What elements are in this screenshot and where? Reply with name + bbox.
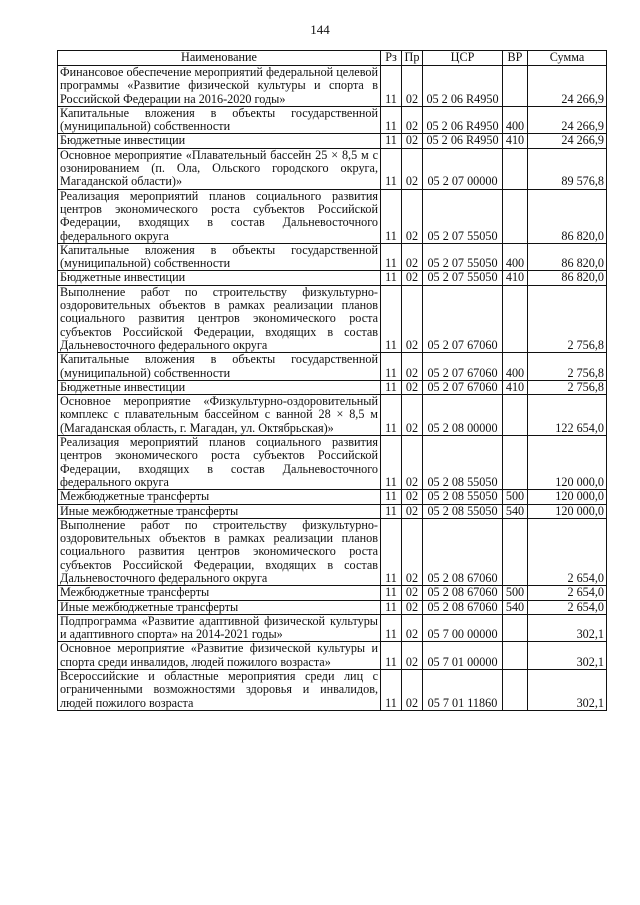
table-row (58, 106, 607, 134)
table-row (58, 490, 607, 504)
cell-csr: 05 2 08 55050 (423, 436, 503, 490)
cell-csr: 05 2 06 R4950 (423, 106, 503, 134)
cell-sum: 2 654,0 (528, 518, 607, 585)
cell-rz: 11 (381, 436, 402, 490)
cell-vr (503, 614, 528, 642)
cell-sum: 120 000,0 (528, 436, 607, 490)
cell-pr: 02 (402, 243, 423, 271)
cell-sum: 302,1 (528, 670, 607, 711)
table-row (58, 586, 607, 600)
cell-vr (503, 670, 528, 711)
cell-sum: 2 654,0 (528, 600, 607, 614)
cell-csr: 05 2 08 00000 (423, 395, 503, 436)
cell-name: Подпрограмма «Развитие адаптивной физической культуры и адаптивного спорта» на 2014-2021 годы» (58, 614, 381, 642)
cell-vr (503, 66, 528, 107)
cell-sum: 2 756,8 (528, 285, 607, 352)
cell-sum: 2 756,8 (528, 380, 607, 394)
cell-name: Основное мероприятие «Плавательный бассейн 25 × 8,5 м с озонированием (п. Ола, Ольского городского округа, Магаданской области)» (58, 148, 381, 189)
cell-csr: 05 2 06 R4950 (423, 66, 503, 107)
cell-rz: 11 (381, 586, 402, 600)
cell-rz: 11 (381, 134, 402, 148)
cell-sum: 86 820,0 (528, 189, 607, 243)
cell-csr: 05 7 01 11860 (423, 670, 503, 711)
cell-name: Выполнение работ по строительству физкультурно-оздоровительных объектов в рамках реализации планов социального развития центров экономического роста субъектов Российской Федерации, входящих в состав Дальневосточного федерального округа (58, 518, 381, 585)
header-vr: ВР (503, 51, 528, 66)
cell-rz: 11 (381, 490, 402, 504)
cell-vr: 410 (503, 271, 528, 285)
cell-name: Бюджетные инвестиции (58, 380, 381, 394)
table-row (58, 353, 607, 381)
cell-csr: 05 7 01 00000 (423, 642, 503, 670)
cell-csr: 05 2 06 R4950 (423, 134, 503, 148)
table-row (58, 395, 607, 436)
table-row (58, 518, 607, 585)
cell-vr (503, 285, 528, 352)
cell-rz: 11 (381, 66, 402, 107)
cell-vr (503, 642, 528, 670)
cell-vr: 400 (503, 106, 528, 134)
cell-rz: 11 (381, 642, 402, 670)
cell-name: Межбюджетные трансферты (58, 490, 381, 504)
cell-sum: 2 654,0 (528, 586, 607, 600)
cell-name: Межбюджетные трансферты (58, 586, 381, 600)
table-row (58, 436, 607, 490)
cell-sum: 302,1 (528, 642, 607, 670)
cell-rz: 11 (381, 614, 402, 642)
cell-pr: 02 (402, 134, 423, 148)
table-row (58, 504, 607, 518)
cell-rz: 11 (381, 243, 402, 271)
table-row (58, 243, 607, 271)
cell-name: Бюджетные инвестиции (58, 134, 381, 148)
cell-name: Иные межбюджетные трансферты (58, 600, 381, 614)
cell-pr: 02 (402, 271, 423, 285)
cell-vr: 500 (503, 586, 528, 600)
cell-sum: 86 820,0 (528, 243, 607, 271)
cell-sum: 24 266,9 (528, 66, 607, 107)
cell-sum: 86 820,0 (528, 271, 607, 285)
table-row (58, 285, 607, 352)
table-row (58, 600, 607, 614)
cell-rz: 11 (381, 518, 402, 585)
cell-rz: 11 (381, 285, 402, 352)
cell-vr: 410 (503, 134, 528, 148)
cell-csr: 05 2 07 67060 (423, 380, 503, 394)
cell-pr: 02 (402, 586, 423, 600)
header-name: Наименование (58, 51, 381, 66)
cell-sum: 24 266,9 (528, 106, 607, 134)
cell-sum: 120 000,0 (528, 504, 607, 518)
cell-sum: 302,1 (528, 614, 607, 642)
cell-vr: 500 (503, 490, 528, 504)
table-row (58, 670, 607, 711)
cell-pr: 02 (402, 518, 423, 585)
table-row (58, 642, 607, 670)
cell-pr: 02 (402, 670, 423, 711)
table-row (58, 134, 607, 148)
cell-csr: 05 2 08 55050 (423, 504, 503, 518)
cell-name: Реализация мероприятий планов социального развития центров экономического роста субъектов Российской Федерации, входящих в состав Дальневосточного федерального округа (58, 189, 381, 243)
cell-rz: 11 (381, 148, 402, 189)
cell-pr: 02 (402, 353, 423, 381)
cell-csr: 05 2 07 55050 (423, 271, 503, 285)
cell-sum: 122 654,0 (528, 395, 607, 436)
cell-rz: 11 (381, 353, 402, 381)
cell-rz: 11 (381, 395, 402, 436)
cell-sum: 2 756,8 (528, 353, 607, 381)
cell-pr: 02 (402, 614, 423, 642)
cell-pr: 02 (402, 380, 423, 394)
cell-rz: 11 (381, 271, 402, 285)
cell-name: Реализация мероприятий планов социального развития центров экономического роста субъектов Российской Федерации, входящих в состав Дальневосточного федерального округа (58, 436, 381, 490)
cell-vr: 540 (503, 600, 528, 614)
cell-name: Иные межбюджетные трансферты (58, 504, 381, 518)
cell-pr: 02 (402, 600, 423, 614)
cell-pr: 02 (402, 504, 423, 518)
cell-sum: 24 266,9 (528, 134, 607, 148)
cell-vr (503, 518, 528, 585)
cell-pr: 02 (402, 148, 423, 189)
header-sum: Сумма (528, 51, 607, 66)
page-number: 144 (310, 22, 330, 37)
table-body (58, 66, 607, 711)
cell-vr: 410 (503, 380, 528, 394)
cell-csr: 05 2 08 67060 (423, 586, 503, 600)
cell-csr: 05 2 07 55050 (423, 189, 503, 243)
cell-vr (503, 395, 528, 436)
table-row (58, 66, 607, 107)
cell-sum: 120 000,0 (528, 490, 607, 504)
cell-pr: 02 (402, 395, 423, 436)
cell-pr: 02 (402, 436, 423, 490)
cell-name: Капитальные вложения в объекты государственной (муниципальной) собственности (58, 106, 381, 134)
cell-pr: 02 (402, 106, 423, 134)
cell-name: Капитальные вложения в объекты государственной (муниципальной) собственности (58, 353, 381, 381)
cell-name: Выполнение работ по строительству физкультурно-оздоровительных объектов в рамках реализации планов социального развития центров экономического роста субъектов Российской Федерации, входящих в состав Дальневосточного федерального округа (58, 285, 381, 352)
cell-csr: 05 2 08 67060 (423, 518, 503, 585)
cell-csr: 05 2 07 67060 (423, 353, 503, 381)
cell-rz: 11 (381, 106, 402, 134)
cell-pr: 02 (402, 285, 423, 352)
cell-rz: 11 (381, 600, 402, 614)
cell-sum: 89 576,8 (528, 148, 607, 189)
cell-csr: 05 2 07 00000 (423, 148, 503, 189)
cell-pr: 02 (402, 66, 423, 107)
cell-vr: 400 (503, 353, 528, 381)
cell-vr (503, 436, 528, 490)
cell-vr: 540 (503, 504, 528, 518)
cell-vr (503, 148, 528, 189)
budget-table (57, 50, 607, 711)
cell-name: Бюджетные инвестиции (58, 271, 381, 285)
cell-csr: 05 2 07 55050 (423, 243, 503, 271)
table-row (58, 189, 607, 243)
cell-pr: 02 (402, 189, 423, 243)
cell-csr: 05 7 00 00000 (423, 614, 503, 642)
header-csr: ЦСР (423, 51, 503, 66)
header-rz: Рз (381, 51, 402, 66)
cell-rz: 11 (381, 504, 402, 518)
cell-vr (503, 189, 528, 243)
header-pr: Пр (402, 51, 423, 66)
cell-name: Всероссийские и областные мероприятия среди лиц с ограниченными возможностями здоровья и инвалидов, людей пожилого возраста (58, 670, 381, 711)
cell-csr: 05 2 08 55050 (423, 490, 503, 504)
cell-vr: 400 (503, 243, 528, 271)
cell-pr: 02 (402, 490, 423, 504)
table-header-row (58, 51, 607, 66)
cell-name: Основное мероприятие «Физкультурно-оздоровительный комплекс с плавательным бассейном с ванной 28 × 8,5 м (Магаданская область, г. Магадан, ул. Октябрьская)» (58, 395, 381, 436)
cell-name: Основное мероприятие «Развитие физической культуры и спорта среди инвалидов, людей пожилого возраста» (58, 642, 381, 670)
cell-name: Капитальные вложения в объекты государственной (муниципальной) собственности (58, 243, 381, 271)
cell-csr: 05 2 08 67060 (423, 600, 503, 614)
table-row (58, 271, 607, 285)
cell-pr: 02 (402, 642, 423, 670)
cell-csr: 05 2 07 67060 (423, 285, 503, 352)
table-row (58, 148, 607, 189)
table-row (58, 614, 607, 642)
cell-rz: 11 (381, 670, 402, 711)
cell-name: Финансовое обеспечение мероприятий федеральной целевой программы «Развитие физической культуры и спорта в Российской Федерации на 2016-2020 годы» (58, 66, 381, 107)
cell-rz: 11 (381, 380, 402, 394)
table-row (58, 380, 607, 394)
cell-rz: 11 (381, 189, 402, 243)
